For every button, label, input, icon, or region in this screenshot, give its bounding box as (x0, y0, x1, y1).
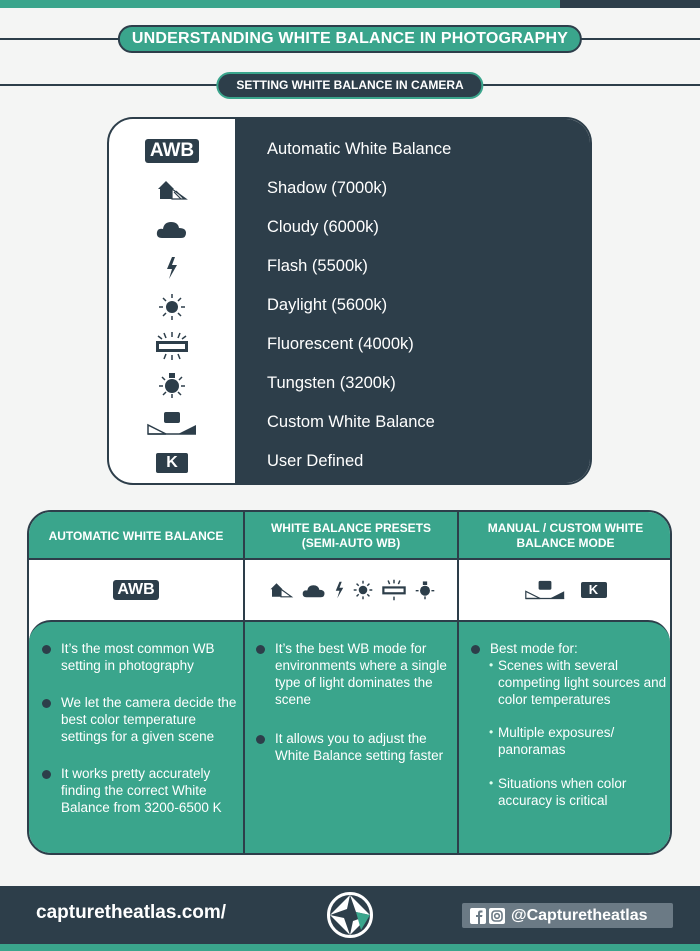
wb-mode-label: Custom White Balance (267, 413, 435, 431)
wb-comparison-table (27, 510, 672, 855)
manual-wb-subitem: • Situations when color accuracy is critical (489, 776, 627, 808)
wb-mode-label: Tungsten (3200k) (267, 374, 396, 392)
manual-icons-group (459, 560, 672, 620)
presets-bullet: It’s the best WB mode for environments where a single type of light dominates the scene (275, 640, 447, 708)
shadow-house-icon (109, 170, 235, 209)
brand-logo-icon (324, 889, 376, 941)
wb-mode-row (109, 248, 592, 287)
auto-wb-bullet: It works pretty accurately finding the correct White Balance from 3200-6500 K (61, 765, 239, 816)
tungsten-bulb-icon (109, 365, 235, 404)
wb-mode-row (109, 209, 592, 248)
wb-mode-label: Cloudy (6000k) (267, 218, 379, 236)
wb-mode-row (109, 131, 592, 170)
table-header (29, 512, 670, 560)
awb-badge-icon (109, 131, 235, 170)
column-divider (457, 512, 459, 853)
k-badge-text: K (156, 453, 188, 473)
table-icon-row (29, 560, 670, 620)
header-auto-wb: AUTOMATIC WHITE BALANCE (48, 528, 224, 543)
wb-mode-label: Automatic White Balance (267, 140, 452, 158)
wb-mode-label: Shadow (7000k) (267, 179, 388, 197)
bottom-accent-bar (0, 944, 700, 951)
fluorescent-tube-icon (109, 326, 235, 365)
wb-mode-row (109, 443, 592, 482)
tungsten-bulb-icon (415, 580, 435, 600)
top-accent-dark (560, 0, 700, 8)
shadow-house-icon (268, 581, 294, 599)
cloud-icon (109, 209, 235, 248)
sun-icon (109, 287, 235, 326)
custom-wb-icon (525, 580, 565, 601)
page-title: UNDERSTANDING WHITE BALANCE IN PHOTOGRAPHY (118, 25, 582, 53)
cloud-icon (302, 583, 326, 598)
table-body (29, 620, 670, 853)
column-divider (243, 512, 245, 853)
site-link[interactable]: capturetheatlas.com/ (36, 902, 227, 923)
wb-mode-row (109, 326, 592, 365)
auto-wb-bullet: We let the camera decide the best color temperature settings for a given scene (61, 694, 239, 745)
wb-mode-label: Fluorescent (4000k) (267, 335, 414, 353)
flash-bolt-icon (334, 581, 345, 599)
wb-mode-row (109, 170, 592, 209)
manual-wb-subitem: • Scenes with several competing light sources and color temperatures (489, 658, 667, 707)
wb-mode-label: User Defined (267, 452, 364, 470)
fluorescent-tube-icon (381, 579, 407, 601)
flash-bolt-icon (109, 248, 235, 287)
wb-mode-row (109, 365, 592, 404)
manual-wb-lead: Best mode for: (490, 640, 662, 657)
awb-badge-text: AWB (145, 139, 199, 163)
kelvin-k-icon: K (581, 582, 607, 598)
footer (0, 886, 700, 944)
header-presets: WHITE BALANCE PRESETS (SEMI-AUTO WB) (270, 521, 431, 550)
social-handle-text: @Capturetheatlas (511, 906, 648, 924)
header-manual-wb: MANUAL / CUSTOM WHITE BALANCE MODE (487, 521, 644, 550)
sun-icon (353, 580, 373, 600)
wb-mode-row (109, 404, 592, 443)
wb-mode-label: Daylight (5600k) (267, 296, 388, 314)
manual-wb-subitem: • Multiple exposures/ panoramas (489, 725, 615, 757)
section-subtitle: SETTING WHITE BALANCE IN CAMERA (216, 72, 483, 99)
facebook-icon[interactable] (470, 908, 486, 924)
awb-badge-icon (29, 560, 243, 620)
presets-bullet: It allows you to adjust the White Balance setting faster (275, 730, 447, 764)
preset-icons-group (245, 560, 457, 620)
top-accent-bar (0, 0, 700, 8)
social-handle-bar[interactable] (462, 903, 673, 928)
wb-mode-row (109, 287, 592, 326)
wb-mode-label: Flash (5500k) (267, 257, 368, 275)
wb-modes-panel (107, 117, 592, 485)
auto-wb-bullet: It’s the most common WB setting in photography (61, 640, 239, 674)
instagram-icon[interactable] (489, 908, 505, 924)
kelvin-k-icon (109, 443, 235, 482)
awb-badge-text: AWB (113, 580, 158, 600)
custom-wb-icon (109, 404, 235, 443)
